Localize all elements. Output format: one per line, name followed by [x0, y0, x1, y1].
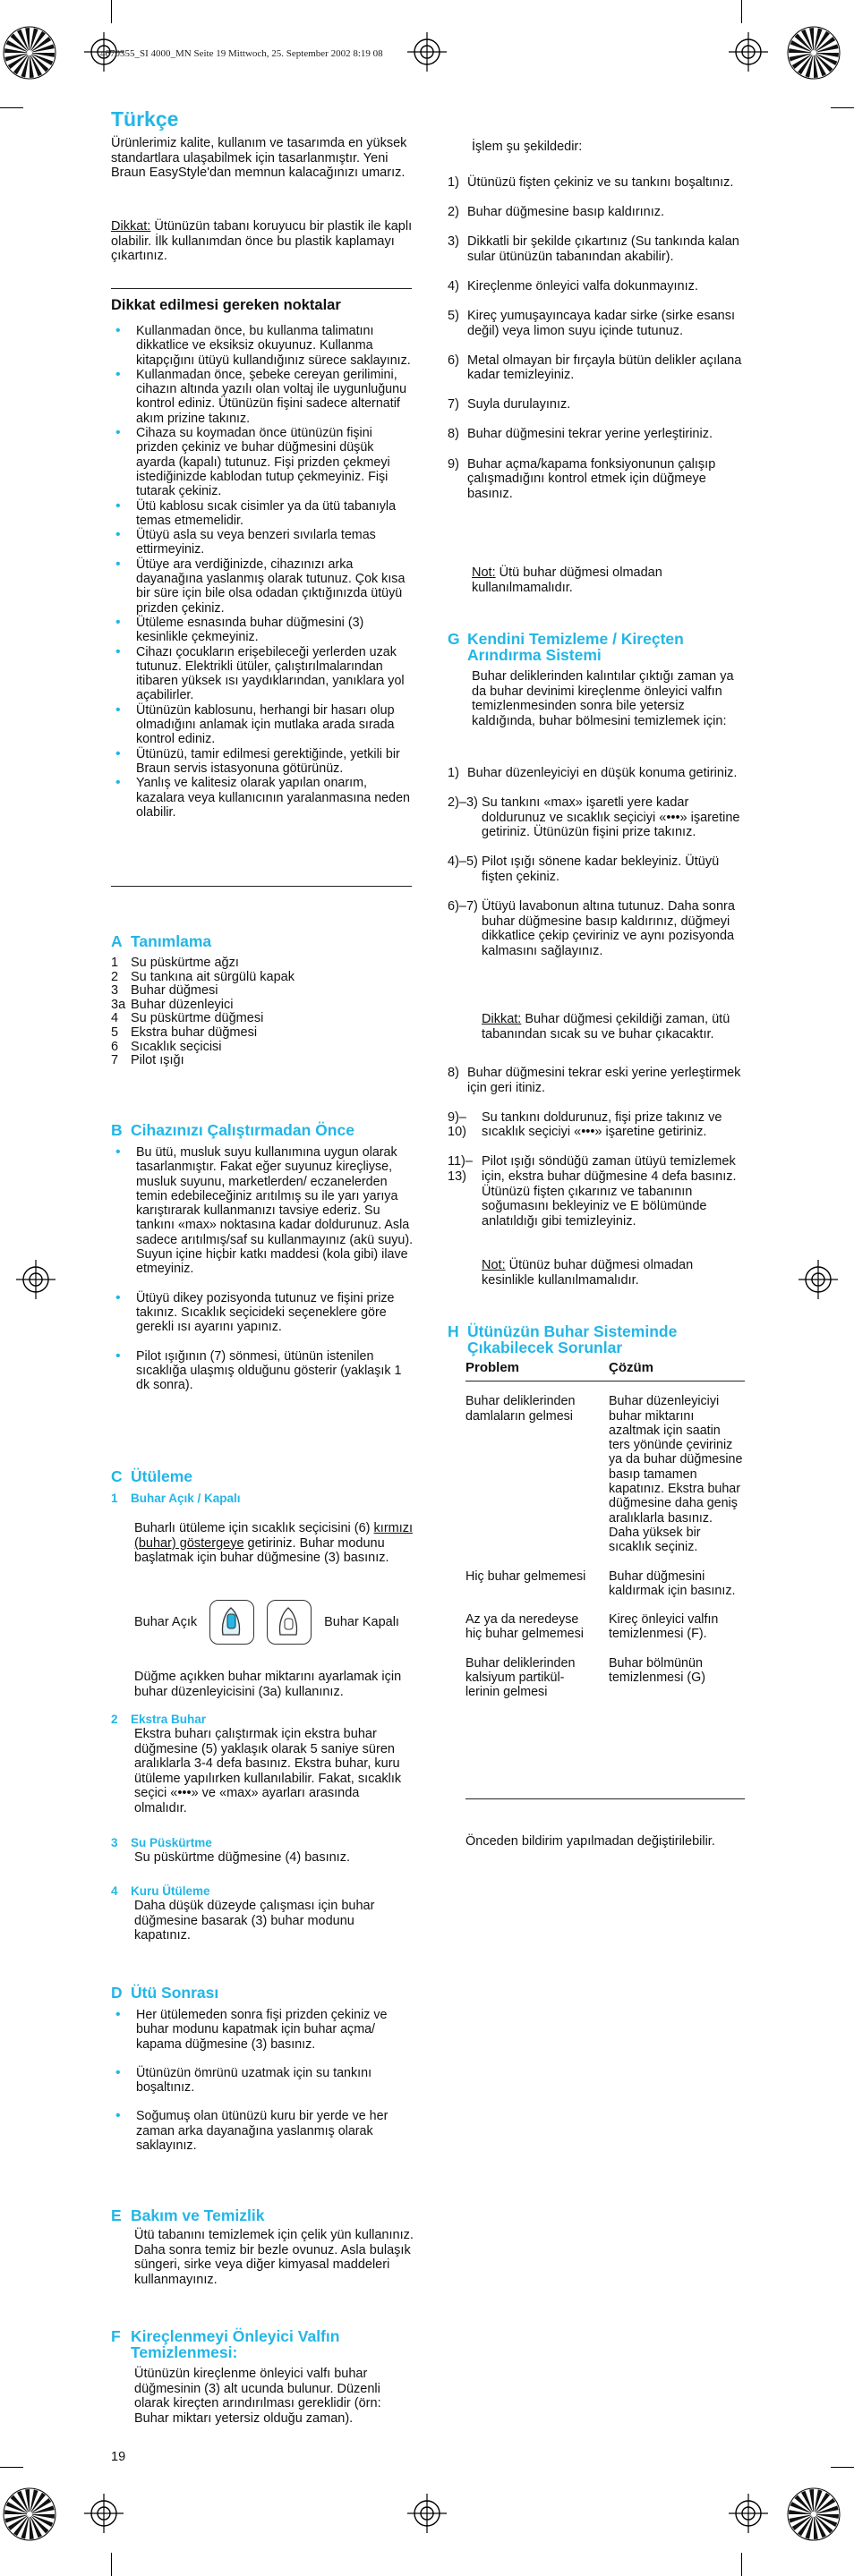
- registration-mark-icon: [729, 2494, 768, 2533]
- steam-instruction: Buharlı ütüleme için sıcaklık seçicisini (6) kırmızı (buhar) göstergeye getiriniz. Buhar modunu başlatmak için buhar düğmesine (3) basınız.: [134, 1521, 414, 1566]
- crop-mark: [111, 0, 112, 23]
- list-item: • Ütüyü dikey pozisyonda tutunuz ve fişini prize takınız. Sıcaklık seçicideki seçeneklere göre gerekli ısı ayarını yapınız.: [111, 1291, 415, 1335]
- section-e-text: Ütü tabanını temizlemek için çelik yün kullanınız. Daha sonra temiz bir bezle ovunuz. Asla bulaşık süngeri, sirke veya diğer kimyasal maddeleri kullanmayınız.: [134, 2228, 414, 2287]
- color-target-icon: [786, 25, 841, 81]
- list-item: 2) Buhar düğmesine basıp kaldırınız.: [448, 205, 665, 220]
- list-item: 6 Sıcaklık seçicisi: [111, 1039, 222, 1054]
- list-item: 8) Buhar düğmesini tekrar eski yerine yerleştirmek için geri itiniz.: [448, 1066, 741, 1095]
- divider: [465, 1798, 745, 1799]
- list-item: 7) Suyla durulayınız.: [448, 397, 571, 412]
- list-item: • Soğumuş olan ütünüzü kuru bir yerde ve her zaman arka dayanağına yaslanmış olarak saklayınız.: [111, 2109, 415, 2153]
- section-h-title: H Ütünüzün Buhar Sisteminde Çıkabilecek Sorunlar: [448, 1322, 678, 1356]
- subsection-title: 3 Su Püskürtme: [111, 1836, 212, 1849]
- warning-paragraph: [111, 219, 415, 264]
- steam-illustration: [134, 1600, 414, 1645]
- footer-note: Önceden bildirim yapılmadan değiştirilebilir.: [465, 1834, 715, 1849]
- section-a-title: A Tanımlama: [111, 932, 212, 950]
- table-header: Problem: [465, 1360, 520, 1375]
- subsection-title: 2 Ekstra Buhar: [111, 1713, 207, 1726]
- steam-off-label: Buhar Kapalı: [324, 1615, 399, 1629]
- section-c-title: C Ütüleme: [111, 1467, 193, 1485]
- parts-list: [111, 956, 415, 1068]
- steam-on-label: Buhar Açık: [134, 1615, 198, 1629]
- extra-steam-text: Ekstra buharı çalıştırmak için ekstra buhar düğmesine (5) yaklaşık olarak 5 saniye süren aralıklarla 3-4 defa basınız. Ekstra buhar, kuru ütüleme yapılırken kullanılabilir. Fakat, sıcaklık seçici «•••» ve «max» ayarları arasında olmalıdır.: [134, 1727, 402, 1815]
- list-item: 8) Buhar düğmesini tekrar yerine yerleştiriniz.: [448, 427, 713, 442]
- section-e-title: E Bakım ve Temizlik: [111, 2206, 265, 2224]
- list-item: 3) Dikkatli bir şekilde çıkartınız (Su tankında kalan sular ütünüzün tabanından akabilir).: [448, 234, 739, 264]
- list-item: 4 Su püskürtme düğmesi: [111, 1011, 264, 1026]
- subsection-title: 4 Kuru Ütüleme: [111, 1884, 210, 1898]
- registration-mark-icon: [84, 2494, 124, 2533]
- divider: [111, 288, 412, 289]
- crop-mark: [741, 0, 742, 23]
- section-f-text: Ütünüzün kireçlenme önleyici valfı buhar düğmesinin (3) alt ucunda bulunur. Düzenli olarak kireçten arındırılması gereklidir (örn: Buhar miktarı yetersiz olduğu zaman).: [134, 2367, 381, 2426]
- list-item: • Kullanmadan önce, şebeke cereyan gerilimini, cihazın altında yazılı olan voltaj ile uygunluğunu kontrol ediniz. Ütünüzün fişini sadece alternatif akım prizine takınız.: [111, 368, 415, 426]
- notices-list: [111, 324, 415, 820]
- registration-mark-icon: [798, 1260, 838, 1299]
- steam-regulator-text: Düğme açıkken buhar miktarını ayarlamak için buhar düzenleyicisini (3a) kullanınız.: [134, 1670, 402, 1699]
- list-item: 3a Buhar düzenleyici: [111, 997, 234, 1012]
- crop-mark: [831, 2467, 854, 2468]
- list-item: 3 Buhar düğmesi: [111, 983, 218, 999]
- section-f-title: F Kireçlenmeyi Önleyici Valfın Temizlenmesi:: [111, 2327, 340, 2361]
- steam-on-icon: [209, 1600, 254, 1645]
- list-item: • Bu ütü, musluk suyu kullanımına uygun olarak tasarlanmıştır. Fakat eğer suyunuz kireçliyse, musluk suyunu, marketlerden/ eczanelerden temin edebileceğiniz arıtılmış su ile yarı yarıya karıştırarak kullanmanızı tavsiye ederiz. Su tankını «max» noktasına kadar doldurunuz. Asla sadece arıtılmış/saf su kullanmayınız (akü suyu). Suyun içine hiçbir katkı maddesi (kola gibi) ilave etmeyiniz.: [111, 1145, 415, 1277]
- crop-mark: [111, 2553, 112, 2576]
- list-item: 7 Pilot ışığı: [111, 1053, 184, 1068]
- list-item: 5 Ekstra buhar düğmesi: [111, 1024, 258, 1040]
- section-g-steps: [448, 766, 748, 973]
- intro-paragraph: Ürünlerimiz kalite, kullanım ve tasarımda en yüksek standartlara ulaşabilmek için tasarlanmıştır. Yeni Braun EasyStyle'dan memnun kalacağınızı umarız.: [111, 136, 407, 181]
- table-row: Az ya da neredeyse hiç buhar gelmemesi Kireç önleyici valfın temizlenmesi (F).: [465, 1612, 719, 1642]
- registration-mark-icon: [407, 32, 447, 72]
- list-item: • Cihaza su koymadan önce ütünüzün fişini prizden çekiniz ve buhar düğmesini düşük ayarda (kapalı) tutunuz. Fişi prizden çekmeyi istediğinizde kablodan tutup çekmeyiniz. Fişi tutarak çekiniz.: [111, 426, 415, 498]
- crop-mark: [0, 107, 23, 108]
- warning-paragraph: Dikkat: Buhar düğmesi çekildiği zaman, ütü tabanından sıcak su ve buhar çıkacaktır.: [482, 1012, 730, 1041]
- print-slug: 4670355_SI 4000_MN Seite 19 Mittwoch, 25. September 2002 8:19 08: [100, 48, 383, 59]
- warning-label: Dikkat:: [111, 219, 151, 234]
- table-row: Hiç buhar gelmemesi Buhar düğmesini kaldırmak için basınız.: [465, 1569, 736, 1598]
- dry-ironing-text: Daha düşük düzeyde çalışması için buhar düğmesine basarak (3) buhar modunu kapatınız.: [134, 1899, 375, 1943]
- crop-mark: [831, 107, 854, 108]
- list-item: • Yanlış ve kalitesiz olarak yapılan onarım, kazalara veya kullanıcının yaralanmasına neden olabilir.: [111, 776, 415, 820]
- section-g-steps-continued: [448, 1066, 748, 1244]
- list-item: 9) Buhar açma/kapama fonksiyonunun çalışıp çalışmadığını kontrol etmek için düğmeye basınız.: [448, 456, 716, 501]
- section-b-list: [111, 1145, 415, 1407]
- list-item: 4) Kireçlenme önleyici valfa dokunmayınız.: [448, 278, 698, 293]
- registration-mark-icon: [407, 2494, 447, 2533]
- crop-mark: [741, 2553, 742, 2576]
- list-item: 2)–3) Su tankını «max» işaretli yere kadar doldurunuz ve sıcaklık seçiciyi «•••» işaretine getiriniz. Ütünüzün fişini prize takınız.: [448, 795, 740, 840]
- list-item: • Ütü kablosu sıcak cisimler ya da ütü tabanıyla temas etmemelidir.: [111, 499, 415, 529]
- list-item: 1) Ütünüzü fişten çekiniz ve su tankını boşaltınız.: [448, 175, 734, 190]
- warning-text: Ütünüzün tabanı koruyucu bir plastik ile kaplı olabilir. İlk kullanımdan önce bu plastik kaplamayı çıkartınız.: [111, 219, 413, 264]
- list-item: • Ütünüzün kablosunu, herhangi bir hasarı olup olmadığını anlamak için mutlaka arada sırada kontrol ediniz.: [111, 703, 415, 747]
- list-item: • Ütüyü asla su veya benzeri sıvılarla temas ettirmeyiniz.: [111, 528, 415, 557]
- list-item: 6)–7) Ütüyü lavabonun altına tutunuz. Daha sonra buhar düğmesine basıp kaldırınız, düğmeyi dikkatlice çekip çeviriniz ve aynı pozisyonda kalmasını sağlayınız.: [448, 899, 735, 958]
- list-item: 1) Buhar düzenleyiciyi en düşük konuma getiriniz.: [448, 766, 738, 780]
- subsection-title: 1 Buhar Açık / Kapalı: [111, 1492, 241, 1505]
- section-g-title: G Kendini Temizleme / Kireçten Arındırma Sistemi: [448, 630, 684, 664]
- procedure-intro: İşlem şu şekildedir:: [472, 140, 583, 154]
- page-number: 19: [111, 2450, 126, 2464]
- list-item: 4)–5) Pilot ışığı sönene kadar bekleyiniz. Ütüyü fişten çekiniz.: [448, 854, 720, 884]
- procedure-steps: [448, 175, 745, 516]
- list-item: • Ütüleme esnasında buhar düğmesini (3) kesinlikle çekmeyiniz.: [111, 616, 415, 645]
- list-item: • Cihazı çocukların erişebileceği yerlerden uzak tutunuz. Elektrikli ütüler, çalıştırılmalarından itibaren yüksek ısı yaydıklarından, yanıklara yol açabilirler.: [111, 645, 415, 703]
- list-item: • Pilot ışığının (7) sönmesi, ütünün istenilen sıcaklığa ulaşmış olduğunu gösterir (yaklaşık 1 dk sonra).: [111, 1349, 415, 1393]
- note-paragraph: Not: Ütünüz buhar düğmesi olmadan kesinlikle kullanılmamalıdır.: [482, 1258, 694, 1288]
- list-item: • Ütünüzü, tamir edilmesi gerektiğinde, yetkili bir Braun servis istasyonuna götürünüz.: [111, 747, 415, 777]
- notices-title: Dikkat edilmesi gereken noktalar: [111, 297, 341, 313]
- color-target-icon: [786, 2487, 841, 2542]
- list-item: • Ütünüzün ömrünü uzatmak için su tankını boşaltınız.: [111, 2066, 415, 2096]
- list-item: 1 Su püskürtme ağzı: [111, 956, 239, 970]
- table-row: Buhar deliklerinden damlaların gelmesi Buhar düzenleyiciyi buhar miktarını azaltmak için saatin ters yönünde çeviriniz ya da buhar düğmesine basıp tamamen kapatınız. Ekstra buhar düğmesine daha geniş aralıklarla basınız. Daha yüksek bir sıcaklık seçiniz.: [465, 1394, 743, 1555]
- color-target-icon: [2, 25, 57, 81]
- steam-off-icon: [267, 1600, 312, 1645]
- registration-mark-icon: [729, 32, 768, 72]
- list-item: 11)–13) Pilot ışığı söndüğü zaman ütüyü temizlemek için, ekstra buhar düğmesine 4 defa basınız. Ütünüzü fişten çıkarınız ve tabanının soğumasını bekleyiniz ve E bölümünde anlatıldığı gibi temizleyiniz.: [448, 1154, 737, 1228]
- color-target-icon: [2, 2487, 57, 2542]
- list-item: 2 Su tankına ait sürgülü kapak: [111, 969, 295, 984]
- registration-mark-icon: [16, 1260, 56, 1299]
- divider: [111, 886, 412, 887]
- list-item: • Ütüye ara verdiğinizde, cihazınızı arka dayanağına yaslanmış olarak tutunuz. Çok kısa bir süre için bile olsa odadan çıktığınızda ütüyü prizden çekiniz.: [111, 557, 415, 616]
- page-title: Türkçe: [111, 107, 179, 131]
- section-g-intro: Buhar deliklerinden kalıntılar çıktığı zaman ya da buhar devinimi kireçlenme önleyici valfın temizlenmesinden sonra bile yetersiz kaldığında, buhar bölmesini temizlemek için:: [472, 669, 734, 728]
- list-item: 9)–10) Su tankını doldurunuz, fişi prize takınız ve sıcaklık seçiciyi «•••» işaretine getiriniz.: [448, 1109, 722, 1140]
- note-paragraph: Not: Ütü buhar düğmesi olmadan kullanılmamalıdır.: [472, 565, 662, 595]
- list-item: • Kullanmadan önce, bu kullanma talimatını dikkatlice ve eksiksiz okuyunuz. Kullanma kitapçığını ütüyü kullandığınız sürece saklayınız.: [111, 324, 415, 368]
- list-item: • Her ütülemeden sonra fişi prizden çekiniz ve buhar modunu kapatmak için buhar açma/ kapama düğmesine (3) basınız.: [111, 2008, 415, 2052]
- section-d-title: D Ütü Sonrası: [111, 1984, 219, 2002]
- section-b-title: B Cihazınızı Çalıştırmadan Önce: [111, 1121, 354, 1139]
- list-item: 6) Metal olmayan bir fırçayla bütün delikler açılana kadar temizleyiniz.: [448, 353, 742, 383]
- table-header: Çözüm: [609, 1360, 653, 1375]
- crop-mark: [0, 2467, 23, 2468]
- troubleshooting-table: [465, 1361, 745, 1714]
- table-row: Buhar deliklerinden kalsiyum partikül-lerinin gelmesi Buhar bölmünün temizlenmesi (G): [465, 1655, 706, 1700]
- section-d-list: [111, 2008, 415, 2167]
- list-item: 5) Kireç yumuşayıncaya kadar sirke (sirke esansı değil) veya limon suyu içinde tutunuz.: [448, 308, 735, 338]
- spray-text: Su püskürtme düğmesine (4) basınız.: [134, 1850, 350, 1865]
